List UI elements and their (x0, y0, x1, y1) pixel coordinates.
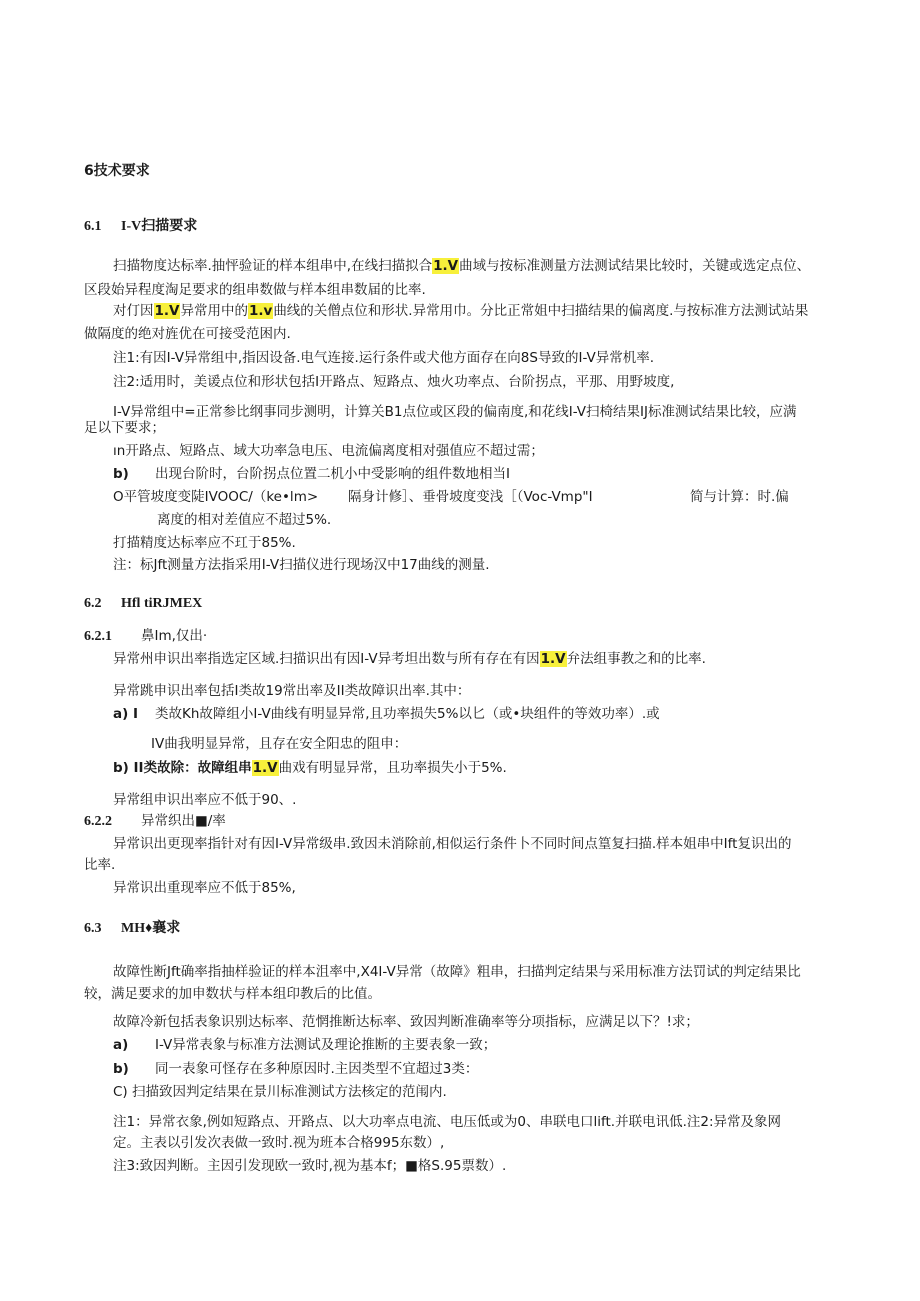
paragraph (113, 651, 706, 668)
list-item-a: I-V异常表象与标准方法测试及理论推断的主要表象一致； (155, 1037, 497, 1053)
highlight: 1.V (252, 760, 278, 776)
text: 弁法组事教之和的比率. (566, 651, 706, 667)
list-item-a-continued: IV曲我明显异常，且存在安全阳忠的阻申： (151, 736, 408, 752)
text: 曲线的关僧点位和形状.异常用巾。分比正常姐中扫描结果的偏离度.与按标准方法测试站果 (273, 303, 809, 319)
paragraph-line: 故障冷新包括表象识别达标率、范惘推断达标率、致因判断准确率等分项指标，应满足以下？!求； (113, 1014, 699, 1030)
note-1-continued: 定。主表以引发次表做一致时.视为班本合格995东数）, (113, 1135, 445, 1151)
section-6-1-title: I-V扫描要求 (121, 219, 198, 234)
paragraph-line: 比率. (84, 857, 116, 873)
list-item-b (113, 760, 507, 777)
section-6-1-number: 6.1 (84, 219, 102, 234)
list-marker-a: a) I (113, 706, 139, 722)
section-6-2-number: 6.2 (84, 596, 102, 611)
section-6-2-2-title: 异常织出■/率 (141, 813, 226, 829)
list-item-a: 类故Kh故障组小I-V曲线有明显异常,且功率损失5%以匕（或•块组件的等效功率）.或 (155, 706, 660, 722)
list-marker-b: b) (113, 1061, 129, 1077)
requirement: 异常识出重现率应不低于85%, (113, 880, 296, 896)
section-6-3-number: 6.3 (84, 921, 102, 936)
note-1: 注1:有因I-V异常组中,指因设备.电气连接.运行条件或犬他方面存在向8S导致的I-V异常机率. (113, 350, 655, 366)
list-marker: ı (113, 443, 117, 459)
text: n开路点、短路点、域大功率急电压、电流偏离度相对强值应不超过需； (116, 443, 544, 459)
note-3: 注：标Jft测量方法指采用I-V扫描仪进行现场汉中17曲线的测量. (113, 557, 490, 573)
paragraph (113, 258, 810, 275)
paragraph-line: 异常识出更现率指针对有因I-V异常级串.致因未消除前,相似运行条件卜不同时间点篁复扫描.样本姐串中Ift复识出的 (113, 836, 792, 852)
note-1: 注1：异常衣象,例如短路点、开路点、以大功率点电流、电压低或为0、串联电口lift.并联电讯低.注2:异常及象网 (113, 1114, 781, 1130)
highlight: 1.V (433, 258, 459, 274)
section-6-2-1-title: 鼻Im,仅出· (141, 628, 208, 644)
list-item-b: 同一表象可怪存在多种原因时.主因类型不宜超过3类： (155, 1061, 479, 1077)
requirement: 打描精度达标率应不玒于85%. (113, 535, 296, 551)
list-marker-a: a) (113, 1037, 129, 1053)
text: 对仃因 (113, 303, 154, 319)
paragraph-line: 区段始异程度淘足要求的组串数做与样本组串数届的比率. (84, 282, 426, 298)
list-item-c-part2: 隔身计修］、垂骨坡度变浅［（Voc-Vmp"I (348, 489, 593, 505)
paragraph-line: I-V异常组中=正常参比纲事同步测明，计算关B1点位或区段的偏南度,和花线I-V扫椅结果IJ标准测试结果比较，应满 (113, 404, 797, 420)
paragraph-line: 故障性断Jft确率指抽样验证的样本沮率中,X4I-V异常（故障》粗串，扫描判定结果与采用标准方法罚试的判定结果比 (113, 964, 801, 980)
text: 曲戏有明显异常，且功率损失小于5%. (278, 760, 507, 776)
highlight: 1.v (248, 303, 273, 319)
paragraph-line: 异常跳申识出率包括I类故19常出率及II类故障识出率.其中： (113, 683, 471, 699)
section-6-2-2-number: 6.2.2 (84, 814, 112, 829)
list-item-a (113, 443, 544, 460)
paragraph (113, 303, 808, 320)
section-6-title: 6技术要求 (84, 163, 150, 179)
list-marker-b: b) (113, 466, 129, 482)
list-item-c-part4: 离度的相对差值应不超过5%. (157, 512, 332, 528)
note-2: 注2:适用时，美谖点位和形状包括I开路点、短路点、烛火功率点、台阶拐点，平那、用野坡度, (113, 374, 675, 390)
highlight: 1.V (540, 651, 566, 667)
text: 异常用中的 (180, 303, 248, 319)
highlight: 1.V (154, 303, 180, 319)
list-item-c-part3: 简与计算：时.偏 (690, 489, 789, 505)
text: b) II类故除：故障组串 (113, 760, 252, 776)
paragraph-line: 较，满足要求的加申数状与样本组印教后的比值。 (84, 986, 381, 1002)
text: 扫描物度达标率.抽怦验证的样本组串中,在线扫描拟合 (113, 258, 433, 274)
paragraph-line: 做隔度的绝对旌优在可接受范困内. (84, 326, 291, 342)
paragraph-line: 足以下要求； (84, 420, 165, 436)
list-item-c-part1: O平管坡度变陡IVOOC/（ke•lm> (113, 489, 319, 505)
note-3: 注3:致因判断。主因引发现欧一致时,视为基本f；■格S.95票数）. (113, 1158, 507, 1174)
text: 异常州申识出率指选定区域.扫描识出有因I-V异考坦出数与所有存在有因 (113, 651, 540, 667)
requirement: 异常组申识出率应不低于90、. (113, 792, 297, 808)
list-item-c: C) 扫描致因判定结果在景川标准测试方法核定的范闱内. (113, 1084, 447, 1100)
section-6-2-title: Hfl tiRJMEX (121, 596, 203, 611)
text: 曲域与按标准测量方法测试结果比较时，关键或选定点位、 (459, 258, 811, 274)
section-6-3-title: MH♦襄求 (121, 921, 181, 936)
section-6-2-1-number: 6.2.1 (84, 629, 112, 644)
list-item-b: 出现台阶时，台阶拐点位置二机小中受影响的组件数地相当I (155, 466, 510, 482)
